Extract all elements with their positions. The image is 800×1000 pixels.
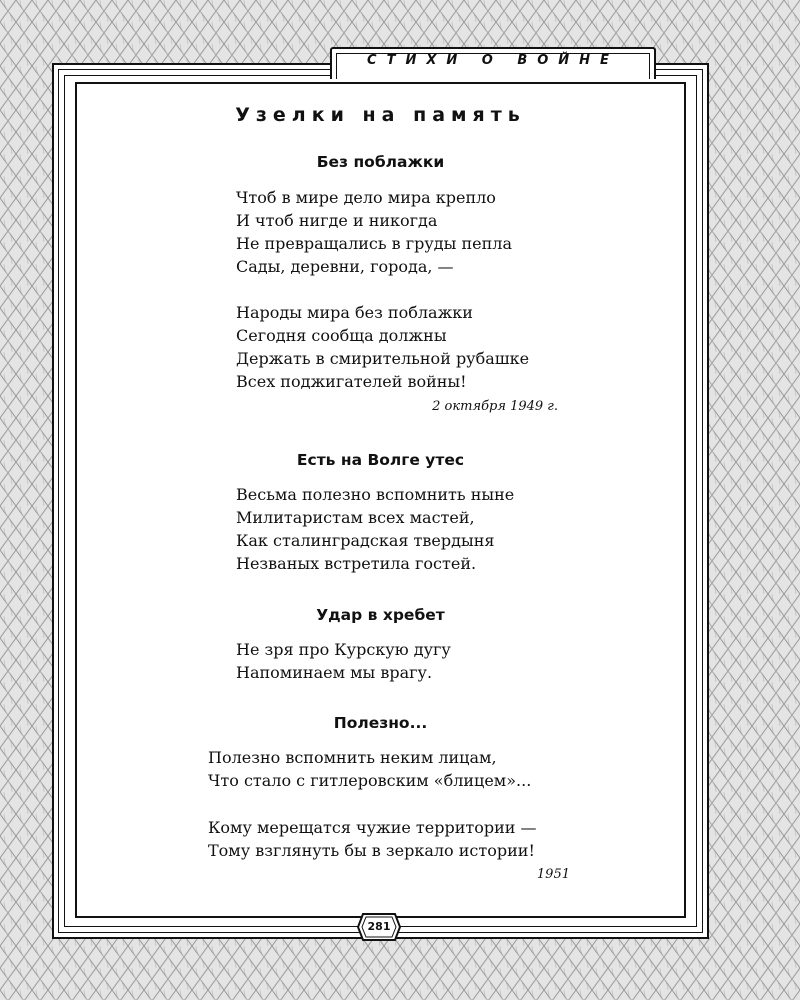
poem-line: Чтоб в мире дело мира крепло <box>236 188 496 207</box>
poem-line: Весьма полезно вспомнить ныне <box>236 485 515 504</box>
poem-line: Не превращались в груды пепла <box>236 234 512 253</box>
poem-line: Напоминаем мы врагу. <box>236 663 433 682</box>
poem-line: Милитаристам всех мастей, <box>236 508 475 527</box>
poem-line: Что стало с гитлеровским «блицем»... <box>208 771 532 790</box>
poem-line: Кому мерещатся чужие территории — <box>208 818 537 837</box>
poem-title: Без поблажки <box>316 153 445 171</box>
poem-line: Всех поджигателей войны! <box>236 372 467 391</box>
poem-line: Сады, деревни, города, — <box>236 257 454 276</box>
poem-line: Сегодня сообща должны <box>236 326 447 345</box>
poem-line: И чтоб нигде и никогда <box>236 211 438 230</box>
poem-title: Есть на Волге утес <box>296 451 465 469</box>
poem-line: Народы мира без поблажки <box>236 303 473 322</box>
poem-date: 2 октября 1949 г. <box>432 399 558 414</box>
poem-title: Полезно... <box>333 714 428 732</box>
poem-line: Не зря про Курскую дугу <box>236 640 451 659</box>
page-title: Узелки на память <box>235 104 526 126</box>
page-number: 281 <box>367 920 391 933</box>
poem-line: Незваных встретила гостей. <box>236 554 477 573</box>
poem-line: Держать в смирительной рубашке <box>236 349 530 368</box>
section-header-title: СТИХИ О ВОЙНЕ <box>367 53 619 68</box>
poem-line: Тому взглянуть бы в зеркало истории! <box>208 841 535 860</box>
poem-line: Полезно вспомнить неким лицам, <box>208 748 497 767</box>
poem-line: Как сталинградская твердыня <box>236 531 495 550</box>
poem-date: 1951 <box>536 867 570 882</box>
poem-title: Удар в хребет <box>316 606 445 624</box>
